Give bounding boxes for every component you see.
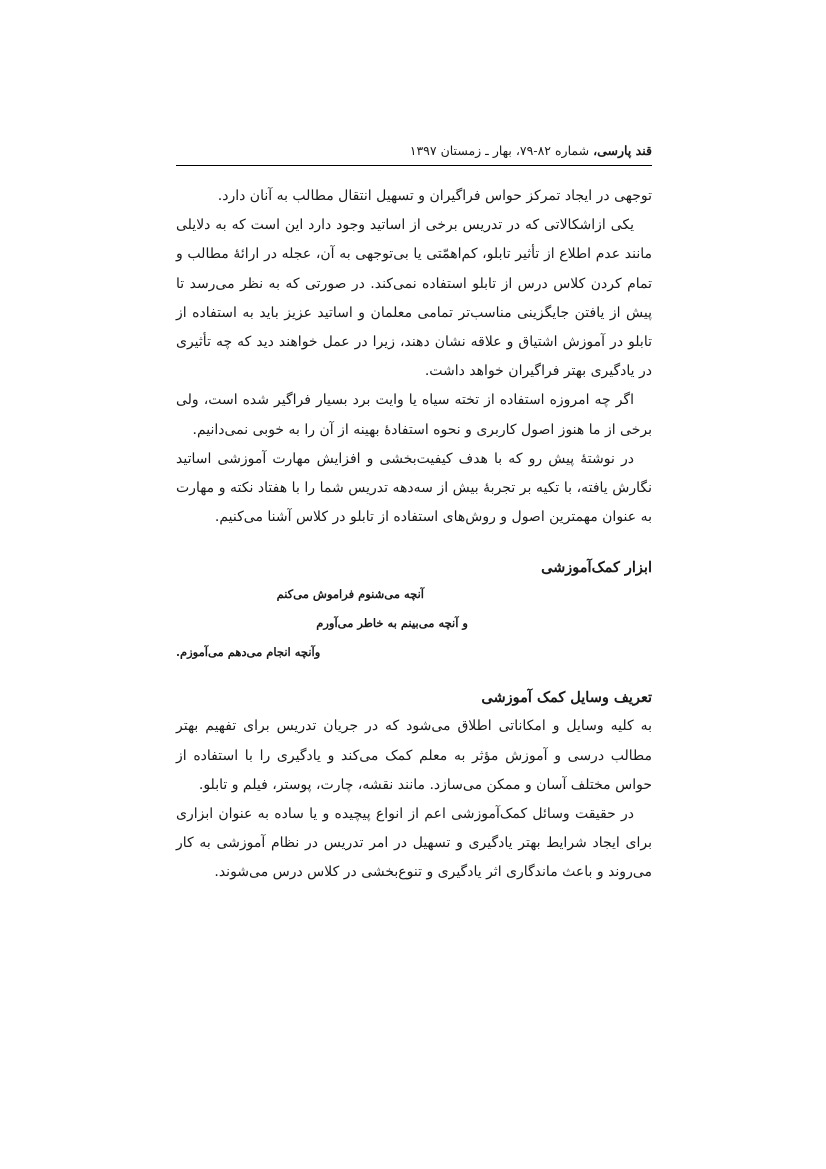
running-header [176,140,652,166]
body-paragraph: در نوشتۀ پیش رو که با هدف کیفیت‌بخشی و افزایش مهارت آموزشی اساتید نگارش یافته، با تکیه بر تجربۀ بیش از سه‌دهه تدریس شما را با هفتاد نکته و مهارت به عنوان مهمترین اصول و روش‌های استفاده از تابلو در کلاس آشنا می‌کنیم. [176,450,652,526]
journal-title: قند پارسی، [593,143,652,158]
body-paragraph: یکی ازاشکالاتی که در تدریس برخی از اساتید وجود دارد این است که به دلایلی مانند عدم اطلاع از تأثیر تابلو، کم‌اهمّتی یا بی‌توجهی به آن، عجله در ارائۀ مطالب و تمام کردن کلاس درس از تابلو استفاده نمی‌کند. در صورتی که به نظر می‌رسد تا پیش از یافتن جایگزینی مناسب‌تر تمامی معلمان و اساتید عزیز باید به استفاده از تابلو در آموزش اشتیاق و علاقه نشان دهند، زیرا در عمل خواهند دید که چه تأثیری در یادگیری بهتر فراگیران خواهد داشت. [176,217,652,380]
body-paragraph: توجهی در ایجاد تمرکز حواس فراگیران و تسهیل انتقال مطالب به آنان دارد. [217,188,652,204]
issue-info: شماره ۸۲-۷۹، بهار ـ زمستان ۱۳۹۷ [409,143,594,158]
body-paragraph: در حقیقت وسائل کمک‌آموزشی اعم از انواع پیچیده و یا ساده به عنوان ابزاری برای ایجاد شرایط بهتر یادگیری و تسهیل در امر تدریس در نظام آموزشی به کار می‌روند و باعث ماندگاری اثر یادگیری و تنوع‌بخشی در کلاس درس می‌شوند. [176,806,652,881]
section-heading: ابزار کمک‌آموزشی [541,559,652,577]
article-page [176,140,652,888]
poem-line: وآنچه انجام می‌دهم می‌آموزم. [176,645,321,660]
body-paragraph: به کلیه وسایل و امکاناتی اطلاق می‌شود که در جریان تدریس برای تفهیم بهتر مطالب درسی و آموزش مؤثر به معلم کمک می‌کند و یادگیری را با استفاده از حواس مختلف آسان و ممکن می‌سازد. مانند نقشه، چارت، پوستر، فیلم و تابلو. [176,718,652,793]
body-paragraph: اگر چه امروزه استفاده از تخته سیاه یا وایت برد بسیار فراگیر شده است، ولی برخی از ما هنوز اصول کاربری و نحوه استفادۀ بهینه از آن را به خوبی نمی‌دانیم. [176,392,652,438]
poem-line: آنچه می‌شنوم فراموش می‌کنم [276,587,424,602]
section-heading: تعریف وسایل کمک آموزشی [481,689,652,707]
poem-line: و آنچه می‌بینم به خاطر می‌آورم [316,616,468,631]
